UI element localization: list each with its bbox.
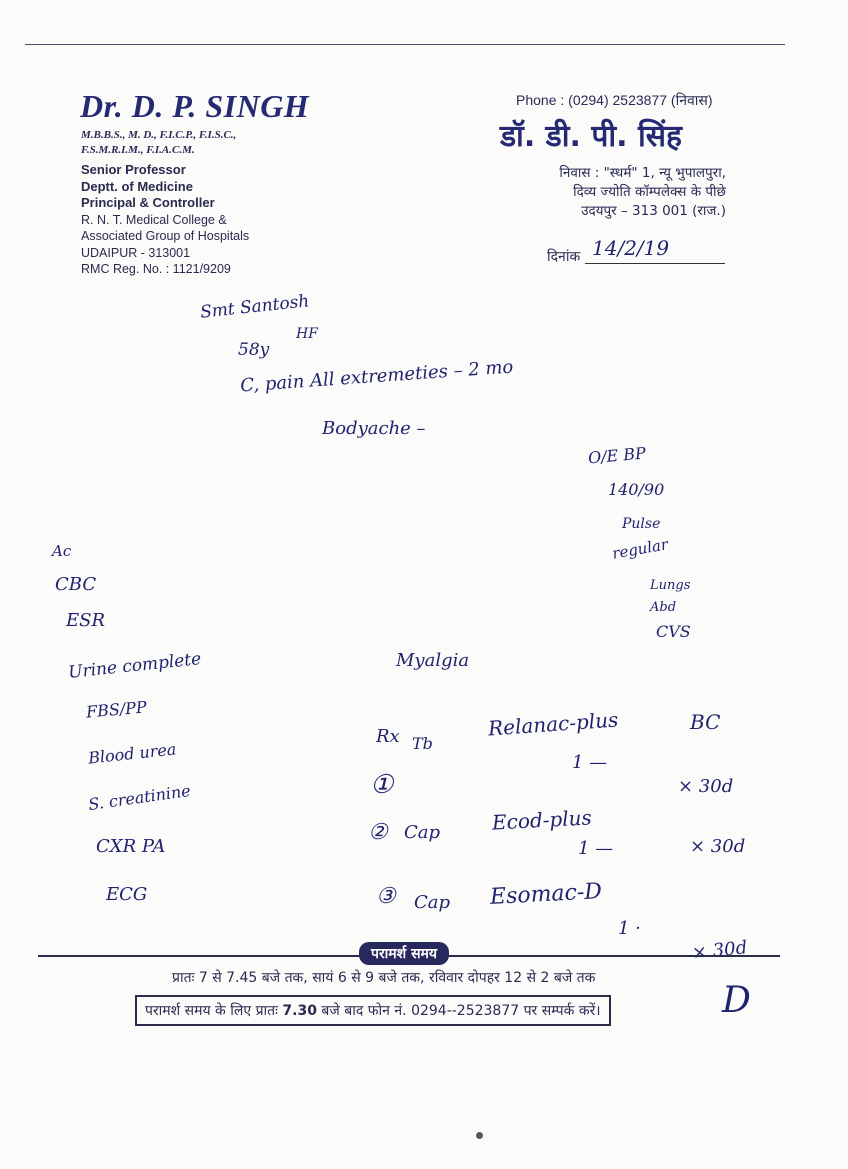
rx-item-3-duration: × 30d [691, 937, 749, 964]
degrees [81, 128, 301, 158]
date-line [585, 263, 725, 264]
designation-3: Principal & Controller [81, 195, 215, 210]
rx-item-3-number: ③ [376, 884, 396, 909]
top-rule [25, 44, 785, 45]
exam-note-4: regular [610, 535, 670, 563]
rx-item-3-dose: 1 · [618, 918, 641, 939]
patient-age: 58y [238, 340, 270, 360]
investigation-item: Urine complete [67, 649, 203, 683]
diagnosis: Myalgia [396, 650, 470, 671]
rx-item-2-number: ② [368, 820, 388, 845]
patient-name: Smt Santosh [199, 291, 311, 323]
investigation-item: ESR [66, 610, 106, 631]
exam-note-3: Pulse [622, 516, 661, 532]
rx-item-2-name: Ecod-plus [491, 805, 593, 835]
rx-symbol: Rx [376, 726, 400, 747]
rx-item-2-dose: 1 — [578, 838, 614, 859]
contact-time: 7.30 [282, 1003, 317, 1019]
designations [81, 162, 249, 278]
hf-note: HF [296, 326, 318, 342]
rx-item-1-name: Relanac-plus [487, 707, 620, 741]
rx-item-3-name: Esomac-D [489, 879, 603, 910]
rx-item-3-form: Cap [414, 892, 451, 913]
rx-item-1-dose: 1 — [572, 752, 608, 773]
designation-2: Deptt. of Medicine [81, 178, 193, 194]
college-line-1: R. N. T. Medical College & [81, 212, 227, 227]
exam-note-5: Lungs [650, 578, 691, 593]
registration-number: RMC Reg. No. : 1121/9209 [81, 262, 231, 276]
consultation-timings: प्रातः 7 से 7.45 बजे तक, सायं 6 से 9 बजे तक, रविवार दोपहर 12 से 2 बजे तक [172, 970, 596, 986]
exam-note-6: Abd [650, 600, 677, 615]
degrees-line-2: F.S.M.R.I.M., F.I.A.C.M. [81, 144, 195, 156]
degrees-line-1: M.B.B.S., M. D., F.I.C.P., F.I.S.C., [81, 129, 237, 141]
rx-item-1-number: ① [370, 770, 394, 800]
contact-text-post: बजे बाद फोन नं. 0294--2523877 पर सम्पर्क करें। [321, 1003, 601, 1019]
address-line-1: निवास : "स्धर्म" 1, न्यू भुपालपुरा, [559, 165, 726, 181]
investigation-item: CBC [55, 574, 97, 595]
rx-item-1-form: BC [690, 710, 721, 734]
rx-item-2-form: Cap [404, 822, 441, 843]
address-line-2: दिव्य ज्योति कॉम्पलेक्स के पीछे [573, 184, 726, 200]
contact-text-pre: परामर्श समय के लिए प्रातः [145, 1003, 278, 1019]
doctor-name-english: Dr. D. P. SINGH [80, 88, 310, 124]
consultation-badge: परामर्श समय [359, 942, 449, 965]
investigation-item: ECG [106, 884, 148, 905]
exam-note-2: 140/90 [608, 480, 665, 499]
college-line-2: Associated Group of Hospitals [81, 229, 250, 243]
address-line-3: उदयपुर – 313 001 (राज.) [581, 203, 726, 219]
city-line: UDAIPUR - 313001 [81, 245, 191, 260]
rx-item-1-duration: × 30d [678, 776, 734, 797]
investigation-item: FBS/PP [85, 697, 148, 722]
designation-1: Senior Professor [81, 162, 186, 177]
doctor-signature: D [722, 980, 751, 1021]
investigation-item: Blood urea [87, 739, 178, 768]
investigation-header: Ac [52, 542, 72, 560]
rx-tablet-label: Tb [412, 734, 433, 753]
complaint: C, pain All extremeties – 2 mo [239, 356, 514, 397]
exam-note-7: CVS [656, 622, 691, 641]
date-label: दिनांक [547, 249, 581, 265]
residence-address [559, 164, 726, 221]
doctor-name-hindi: डॉ. डी. पी. सिंह [500, 119, 682, 154]
exam-note-1: O/E BP [587, 443, 647, 468]
contact-box [135, 995, 611, 1026]
complaint-2: Bodyache – [322, 418, 426, 439]
paper-speck [476, 1132, 483, 1139]
investigation-item: S. creatinine [87, 780, 192, 815]
phone-number: Phone : (0294) 2523877 (निवास) [516, 92, 713, 108]
investigation-item: CXR PA [96, 836, 166, 857]
rx-item-2-duration: × 30d [690, 836, 746, 857]
date-value: 14/2/19 [592, 236, 670, 260]
